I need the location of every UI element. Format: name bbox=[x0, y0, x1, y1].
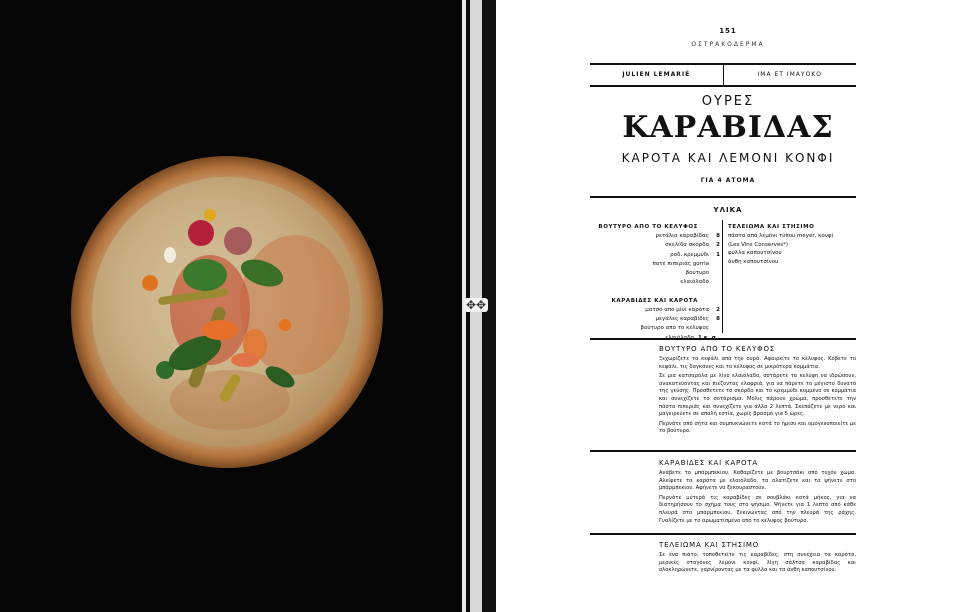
step-body: Ανάβετε το μπάρμπεκιου. Καθαρίζετε με βουρτσάκι από τυχόν χώμα. Αλείφετε τα καρότα με ελαιόλαδο, τα αλατίζετε και τα ψήνετε στο μπάρμπεκιου. Αφήνετε να ξεκουραστούν. Περνάτε μύτερά τις καραβίδες σε σουβλάκι κατά μήκος, για να διατηρήσουν το σχήμα τους στο ψήσιμο. Ψήνετε για 1 λεπτό από κάθε πλευρά στο μπάρμπεκιου, ξεκινώντας από την πλευρά της ράχης. Γυαλίζετε με το αρωματισμένο από το κέλυφος βούτυρο. bbox=[659, 470, 856, 524]
ingredient-line: άνθη καπουτσίνου bbox=[728, 258, 779, 265]
ingredients-left-column bbox=[590, 220, 720, 343]
ingredient-row: ροδ. κρεμμύδι 1 bbox=[670, 251, 720, 258]
divider bbox=[590, 533, 856, 535]
column-divider bbox=[722, 220, 723, 333]
move-arrows-icon[interactable]: ✥✥ bbox=[465, 298, 487, 312]
step-title: ΤΕΛΕΙΩΜΑ ΚΑΙ ΣΤΗΣΙΜΟ bbox=[659, 541, 760, 549]
chef-name: JULIEN LEMARIÉ bbox=[622, 71, 691, 78]
ingredient-row: σκελίδα σκόρδο 2 bbox=[665, 242, 720, 249]
ingredients-heading: ΥΛΙΚΑ bbox=[713, 206, 743, 214]
dish-photo bbox=[70, 155, 385, 470]
ingredient-group-title: ΤΕΛΕΙΩΜΑ ΚΑΙ ΣΤΗΣΙΜΟ bbox=[728, 224, 815, 230]
servings: ΓΙΑ 4 ΑΤΟΜΑ bbox=[700, 177, 756, 184]
step-title: ΚΑΡΑΒΙΔΕΣ ΚΑΙ ΚΑΡΟΤΑ bbox=[659, 459, 758, 467]
left-page-photo bbox=[0, 0, 462, 612]
ingredient-row: μεγάλες καραβίδες 8 bbox=[655, 316, 720, 323]
divider bbox=[590, 338, 856, 340]
page-number: 151 bbox=[719, 27, 737, 35]
ingredient-group-title: ΒΟΥΤΥΡΟ ΑΠΟ ΤΟ ΚΕΛΥΦΟΣ bbox=[598, 224, 698, 230]
step-body: Σε ένα πιάτο, τοποθετείτε τις καραβίδες, στη συνέχεια τα καρότα, μερικές σταγόνες λεμόνι κονφί, λίγη σάλτσα καραβίδας και ολοκληρώνετε, γαρνίροντας με τα φύλλα και τα άνθη καπουτσίνου. bbox=[659, 552, 856, 574]
restaurant-name: ΙΜΑ ΕΤ ΙΜΑΥΟΚΟ bbox=[723, 65, 857, 85]
step-body: Ξεχωρίζετε το κεφάλι από την ουρά. Αφαιρείτε το κέλυφος. Κόβετε το κεφάλι, τις δαγκάνες και το κέλυφος σε μικρότερα κομμάτια. Σε μια κατσαρόλα με λίγο ελαιόλαδο, σοτάρετε τα κελύφη να ιδρώσουν, ανακατεύοντας και πιέζοντας ελαφριά, για να πάρετε το μέγιστο δυνατό της γεύσης. Προσθέτετε το σκόρδο και το κρεμμύδι κομμένο σε κομμάτια και συνεχίζετε το σοτάρισμα. Μόλις πάρουν χρώμα, προσθέτετε την πάστα πιπεριάς και συνεχίζετε για άλλα 2 λεπτά. Σκεπάζετε με νερό και μαγειρεύετε σε απαλή εστία, χωρίς βρασμό για 5 ώρες. Περνάτε από σήτα και συμπυκνώνετε κατά το ήμισυ και ομογενοποιείτε με το βούτυρο. bbox=[659, 356, 856, 435]
ingredient-row: ρετάλια καραβίδας 8 bbox=[655, 233, 720, 239]
recipe-title-main: ΚΑΡΑΒΙΔΑΣ bbox=[622, 110, 834, 145]
divider bbox=[590, 450, 856, 452]
section-title: ΟΣΤΡΑΚΟΔΕΡΜΑ bbox=[691, 41, 765, 48]
ingredient-line: (Les Vins Conserves*) bbox=[728, 241, 788, 248]
ingredient-group-title: ΚΑΡΑΒΙΔΕΣ ΚΑΙ ΚΑΡΟΤΑ bbox=[611, 297, 698, 304]
ingredient-row: πατέ πιπεριάς gorria bbox=[652, 260, 709, 267]
chef-row bbox=[590, 63, 856, 87]
ingredient-row: βούτυρο από το κέλυφος bbox=[640, 325, 709, 332]
ingredient-line: φύλλα καπουτσίνου bbox=[728, 250, 782, 256]
ingredients-right-column bbox=[728, 220, 858, 266]
step-title: ΒΟΥΤΥΡΟ ΑΠΟ ΤΟ ΚΕΛΥΦΟΣ bbox=[659, 345, 776, 353]
plate-illustration bbox=[70, 155, 385, 470]
ingredient-row: ελαιόλαδο bbox=[680, 279, 709, 286]
recipe-subtitle: ΚΑΡΟΤΑ ΚΑΙ ΛΕΜΟΝΙ ΚΟΝΦΙ bbox=[621, 151, 835, 165]
divider bbox=[590, 196, 856, 198]
ingredient-row: ελαιόλαδο 1 κ. σ. bbox=[665, 334, 719, 341]
right-page-recipe bbox=[496, 0, 960, 612]
ingredient-line: πάστα από λεμόνι τύπου meyer, κονφί bbox=[728, 233, 834, 239]
recipe-title-top: ΟΥΡΕΣ bbox=[701, 94, 755, 109]
ingredient-row: βούτυρο bbox=[685, 270, 709, 277]
ingredient-row: ματσο από μίνι καρότα 2 bbox=[645, 306, 720, 313]
